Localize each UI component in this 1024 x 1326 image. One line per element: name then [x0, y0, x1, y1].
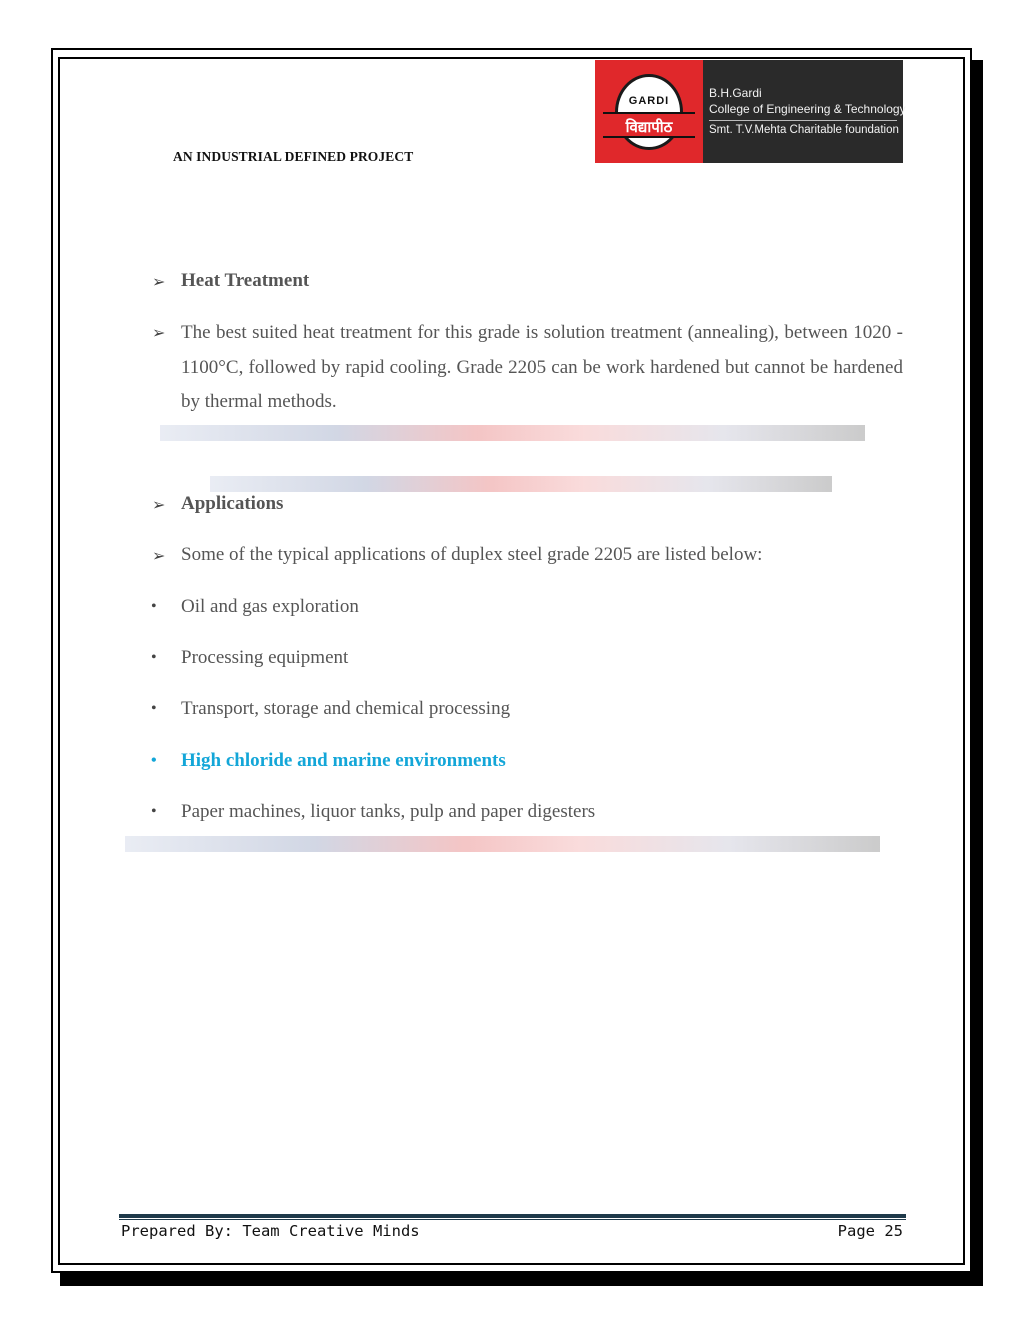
- list-bullet: •: [151, 700, 157, 717]
- footer-prepared-by: Prepared By: Team Creative Minds: [121, 1222, 420, 1240]
- list-item: Paper machines, liquor tanks, pulp and paper digesters: [181, 801, 596, 822]
- logo-college-short: B.H.Gardi: [709, 86, 762, 100]
- logo-foundation: Smt. T.V.Mehta Charitable foundation: [709, 124, 899, 136]
- logo-emblem-panel: [595, 60, 703, 163]
- footer-rule: [119, 1214, 906, 1218]
- watermark-band: [210, 476, 832, 492]
- logo-emblem-text: GARDI: [628, 95, 670, 107]
- arrow-bullet-icon: ➢: [152, 323, 166, 342]
- watermark-band: [160, 425, 865, 441]
- list-bullet: •: [151, 649, 157, 666]
- logo-college-name: College of Engineering & Technology: [709, 102, 906, 116]
- list-item-highlighted: High chloride and marine environments: [181, 750, 506, 771]
- list-item: Processing equipment: [181, 647, 349, 668]
- arrow-bullet-icon: ➢: [152, 272, 166, 291]
- heading-heat-treatment: Heat Treatment: [181, 270, 310, 291]
- watermark-band: [125, 836, 880, 852]
- applications-intro: Some of the typical applications of duplex steel grade 2205 are listed below:: [181, 544, 763, 565]
- arrow-bullet-icon: ➢: [152, 495, 166, 514]
- heat-treatment-paragraph: The best suited heat treatment for this grade is solution treatment (annealing), between 1020 - 1100°C, followed by rapid cooling. Grade 2205 can be work hardened but cannot be hardened by thermal methods.: [181, 322, 903, 412]
- list-bullet: •: [151, 598, 157, 615]
- logo-divider: [709, 120, 897, 121]
- list-item: Oil and gas exploration: [181, 596, 359, 617]
- list-bullet: •: [151, 752, 157, 769]
- list-item: Transport, storage and chemical processing: [181, 698, 511, 719]
- logo-emblem-banner: विद्यापीठ: [603, 112, 695, 138]
- footer-page-number: Page 25: [837, 1222, 903, 1240]
- heading-applications: Applications: [181, 493, 284, 514]
- arrow-bullet-icon: ➢: [152, 546, 166, 565]
- logo-text-panel: [703, 60, 906, 163]
- list-bullet: •: [151, 803, 157, 820]
- footer-rule-thin: [119, 1219, 906, 1220]
- project-title: AN INDUSTRIAL DEFINED PROJECT: [173, 149, 414, 164]
- college-logo: [595, 60, 906, 163]
